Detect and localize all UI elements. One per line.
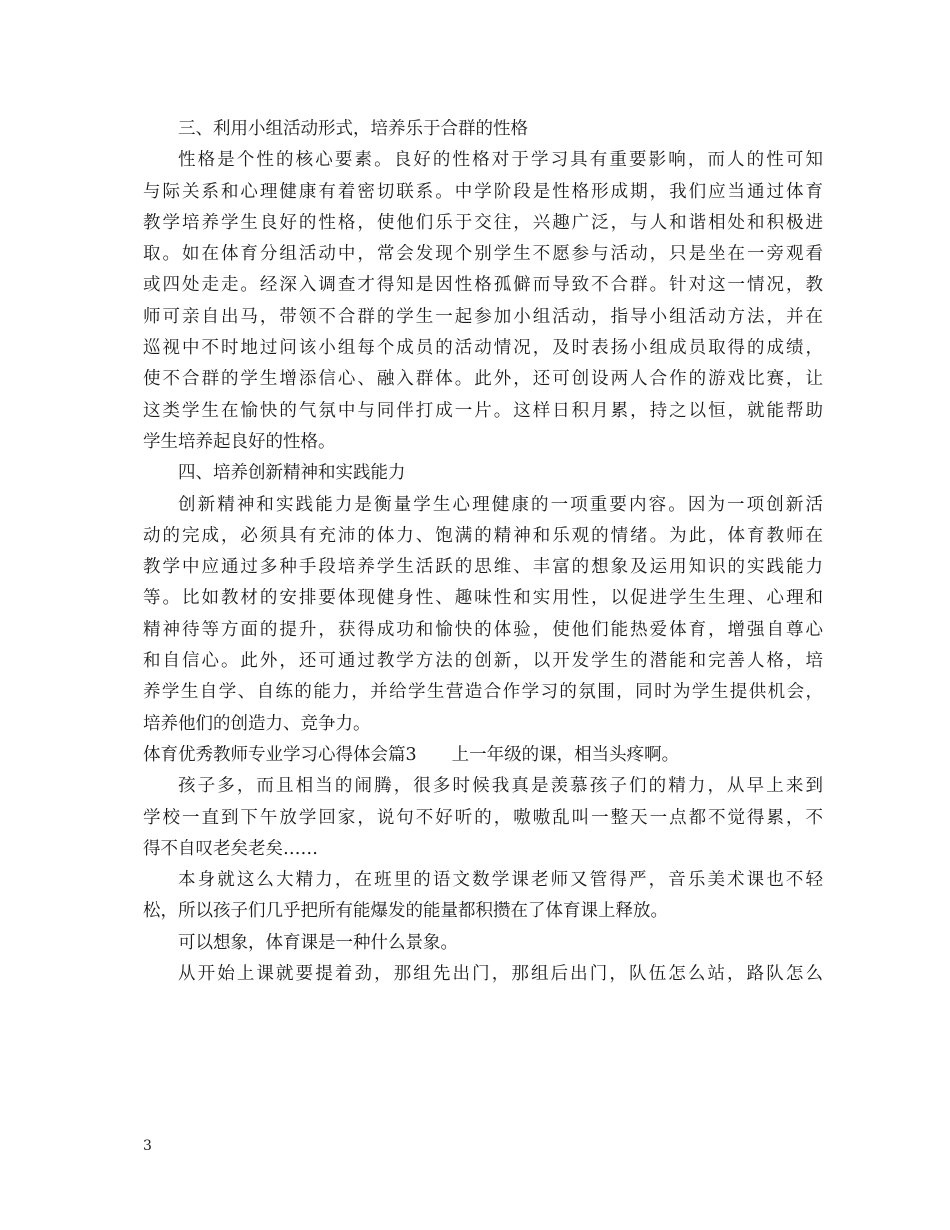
text-line: 教学培养学生良好的性格，使他们乐于交往，兴趣广泛，与人和谐相处和积极进 [143,212,823,233]
text-line: 得不自叹老矣老矣…… [143,838,318,859]
text-line: 三、利用小组活动形式，培养乐于合群的性格 [178,119,528,139]
text-line: 教学中应通过多种手段培养学生活跃的思维、丰富的想象及运用知识的实践能力 [143,557,823,578]
text-line: 等。比如教材的安排要体现健身性、趣味性和实用性，以促进学生生理、心理和 [143,588,823,609]
text-line: 取。如在体育分组活动中，常会发现个别学生不愿参与活动，只是坐在一旁观看 [143,244,823,265]
text-line: 性格是个性的核心要素。良好的性格对于学习具有重要影响，而人的性可知 [178,150,823,171]
text-line: 可以想象，体育课是一种什么景象。 [178,932,458,953]
text-line: 养学生自学、自练的能力，并给学生营造合作学习的氛围，同时为学生提供机会， [143,682,823,703]
text-line: 体育优秀教师专业学习心得体会篇3 上一年级的课，相当头疼啊。 [143,744,680,765]
text-line: 使不合群的学生增添信心、融入群体。此外，还可创设两人合作的游戏比赛，让 [143,369,823,390]
text-line: 创新精神和实践能力是衡量学生心理健康的一项重要内容。因为一项创新活 [178,494,823,515]
text-line: 孩子多，而且相当的闹腾，很多时候我真是羡慕孩子们的精力，从早上来到 [178,776,823,797]
text-line: 和自信心。此外，还可通过教学方法的创新，以开发学生的潜能和完善人格，培 [143,651,823,672]
text-line: 松，所以孩子们几乎把所有能爆发的能量都积攒在了体育课上释放。 [143,901,668,922]
text-line: 本身就这么大精力，在班里的语文数学课老师又管得严，音乐美术课也不轻 [178,870,823,891]
page-number: 3 [143,1138,152,1154]
text-line: 精神待等方面的提升，获得成功和愉快的体验，使他们能热爱体育，增强自尊心 [143,619,823,640]
text-line: 学校一直到下午放学回家，说句不好听的，嗷嗷乱叫一整天一点都不觉得累，不 [143,807,823,828]
text-line: 四、培养创新精神和实践能力 [178,463,406,484]
document-body [143,114,823,990]
text-line: 培养他们的创造力、竞争力。 [143,713,371,734]
text-line: 这类学生在愉快的气氛中与同伴打成一片。这样日积月累，持之以恒，就能帮助 [143,400,823,421]
text-line: 与际关系和心理健康有着密切联系。中学阶段是性格形成期，我们应当通过体育 [143,181,823,202]
text-line: 动的完成，必须具有充沛的体力、饱满的精神和乐观的情绪。为此，体育教师在 [143,525,823,546]
text-line: 从开始上课就要提着劲，那组先出门，那组后出门，队伍怎么站，路队怎么 [178,964,823,985]
text-line: 或四处走走。经深入调查才得知是因性格孤僻而导致不合群。针对这一情况，教 [143,275,823,296]
text-line: 学生培养起良好的性格。 [143,431,336,452]
text-line: 师可亲自出马，带领不合群的学生一起参加小组活动，指导小组活动方法，并在 [143,306,823,327]
text-line: 巡视中不时地过问该小组每个成员的活动情况，及时表扬小组成员取得的成绩， [143,338,823,359]
